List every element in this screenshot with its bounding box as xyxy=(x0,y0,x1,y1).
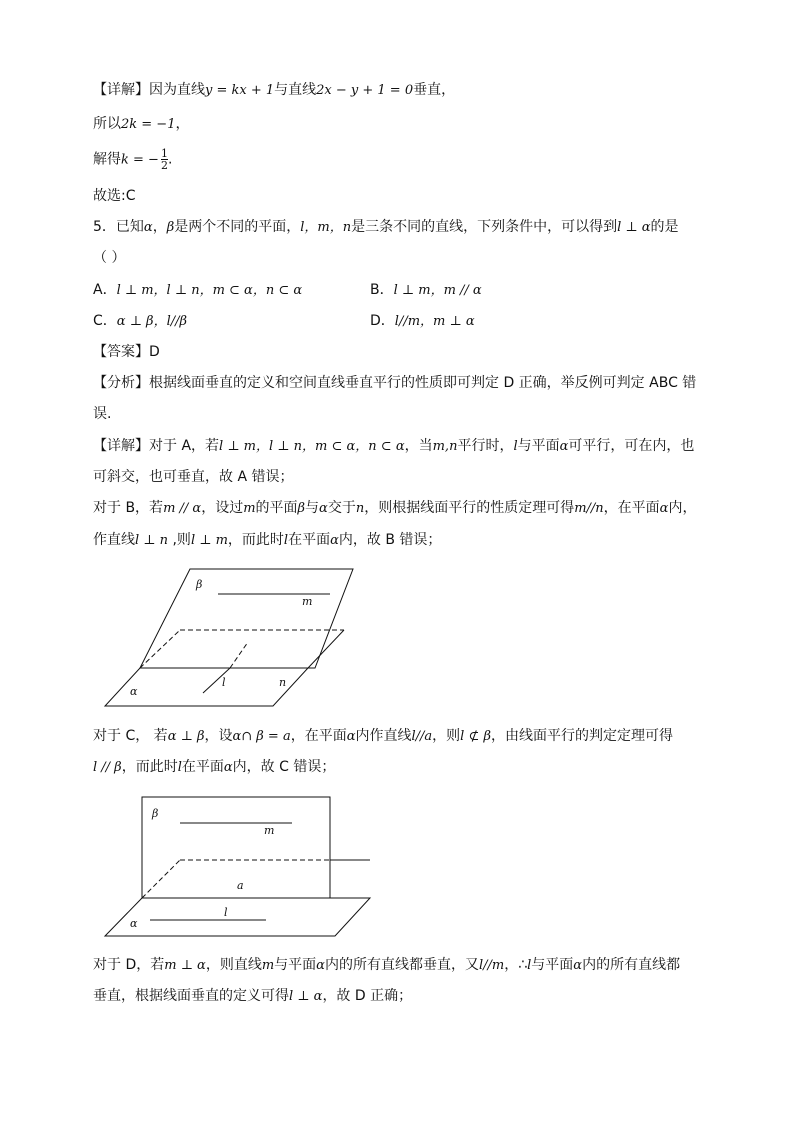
solve-line: 解得k = − $\frac{1}{2}$ . xyxy=(93,147,173,172)
detail-d-line-2: 垂直，根据线面垂直的定义可得l ⊥ α，故 D 正确； xyxy=(93,988,413,1004)
label-l: l xyxy=(222,676,226,689)
answer-c-line: 故选:C xyxy=(93,188,136,204)
detail-c-line-1: 对于 C， 若α ⊥ β，设α∩ β = a，在平面α内作直线l//a，则l ⊄ β，由线面平行的判定定理可得 xyxy=(93,728,674,744)
detail-a-line-1: 【详解】对于 A，若l ⊥ m，l ⊥ n，m ⊂ α，n ⊂ α，当m,n平行时，l与平面α可平行，可在内，也 xyxy=(93,438,695,454)
label-alpha: α xyxy=(130,685,138,698)
analysis-line-2: 误. xyxy=(93,406,112,422)
detail-a-line-2: 可斜交，也可垂直，故 A 错误； xyxy=(93,469,294,485)
label-a: a xyxy=(237,879,244,892)
detail-c-line-2: l // β，而此时l在平面α内，故 C 错误； xyxy=(93,759,336,775)
so-line: 所以2k = −1， xyxy=(93,116,190,132)
plane-alpha-right-edge xyxy=(308,630,344,668)
answer-line: 【答案】D xyxy=(93,344,160,360)
detail-tag: 【详解】 xyxy=(93,82,149,98)
plane-beta xyxy=(142,797,330,898)
option-b: B．l ⊥ m，m // α xyxy=(370,282,482,298)
label-n: n xyxy=(279,676,287,689)
plane-alpha xyxy=(105,898,370,936)
option-a: A．l ⊥ m，l ⊥ n，m ⊂ α，n ⊂ α xyxy=(93,282,303,298)
question-5-stem: 5．已知α，β是两个不同的平面，l，m，n是三条不同的直线，下列条件中，可以得到l ⊥ α的是 xyxy=(93,219,679,235)
analysis-line-1: 【分析】根据线面垂直的定义和空间直线垂直平行的性质即可判定 D 正确，举反例可判定 ABC 错 xyxy=(93,375,697,391)
detail-line-1: 【详解】因为直线y = kx + 1与直线2x − y + 1 = 0垂直， xyxy=(93,82,456,98)
detail-b-line-2: 作直线l ⊥ n ,则l ⊥ m，而此时l在平面α内，故 B 错误； xyxy=(93,532,442,548)
option-d: D．l//m，m ⊥ α xyxy=(370,313,475,329)
detail-b-line-1: 对于 B，若m // α，设过m的平面β与α交于n，则根据线面平行的性质定理可得m//n，在平面α内， xyxy=(93,500,697,516)
hidden-edge-left xyxy=(140,630,180,668)
label-beta: β xyxy=(196,578,203,591)
label-l: l xyxy=(224,906,228,919)
plane-beta xyxy=(140,569,353,668)
option-c: C．α ⊥ β，l//β xyxy=(93,313,187,329)
label-m: m xyxy=(302,595,313,608)
hidden-edge-left xyxy=(142,860,180,898)
figure-1-diagram xyxy=(100,562,380,712)
label-alpha: α xyxy=(130,917,138,930)
detail-d-line-1: 对于 D，若m ⊥ α，则直线m与平面α内的所有直线都垂直，又l//m，∴l与平面α内的所有直线都 xyxy=(93,957,681,973)
line-l xyxy=(203,668,230,693)
label-beta: β xyxy=(152,807,159,820)
question-5-paren: （ ） xyxy=(93,250,126,266)
label-m: m xyxy=(264,824,275,837)
line-l-hidden xyxy=(230,642,248,668)
fraction: $\frac{1}{2}$ xyxy=(160,147,168,172)
figure-2-diagram xyxy=(100,792,380,940)
